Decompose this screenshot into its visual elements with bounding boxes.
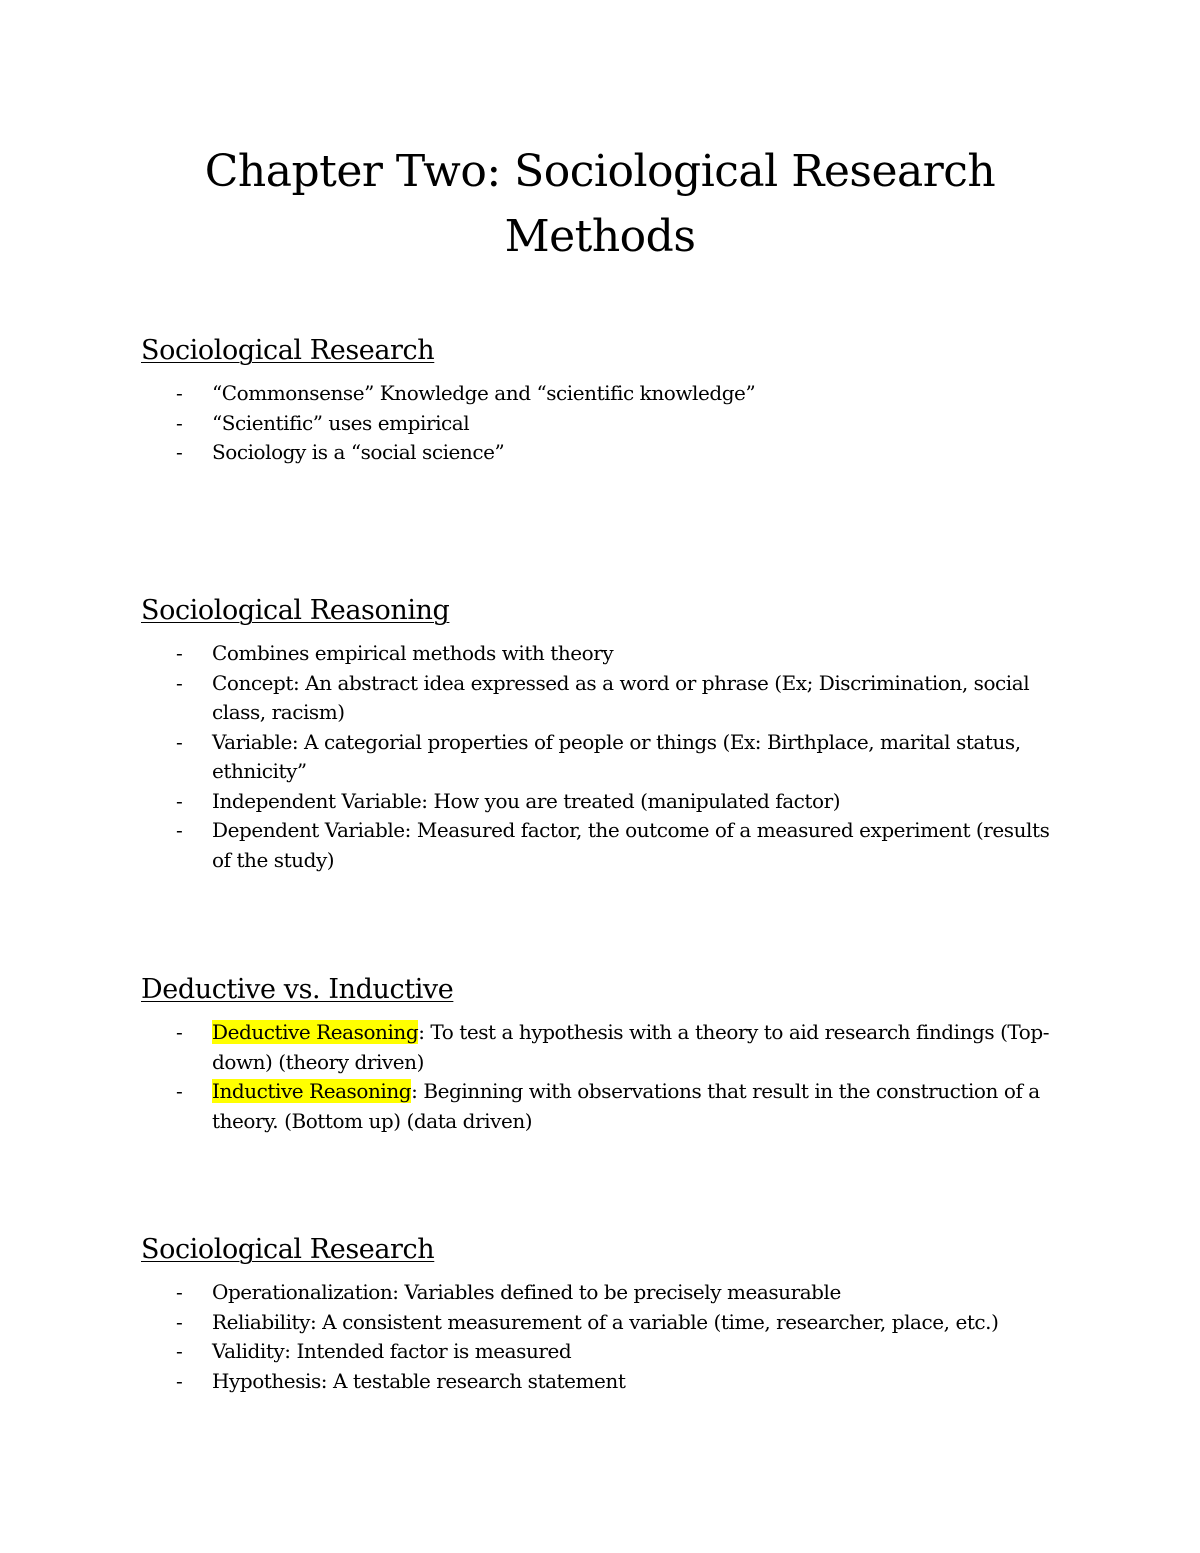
section-deductive-vs-inductive (141, 972, 1061, 1136)
list-item (141, 1308, 1061, 1338)
section-sociological-research-2 (141, 1232, 1061, 1396)
list-item-text: Concept: An abstract idea expressed as a word or phrase (Ex; Discrimination, social class, racism) (212, 670, 1030, 724)
list-item-text: Sociology is a “social science” (212, 440, 505, 464)
list-item-text: “Scientific” uses empirical (212, 410, 470, 435)
section-heading: Sociological Research (141, 1234, 435, 1265)
bullet-dash: - (176, 410, 183, 435)
bullet-dash: - (176, 1339, 183, 1363)
list-item (141, 669, 1061, 728)
list-item (141, 728, 1061, 787)
list-item-text: “Commonsense” Knowledge and “scientific knowledge” (212, 381, 756, 405)
section-heading: Deductive vs. Inductive (141, 974, 454, 1005)
list-item (141, 1337, 1061, 1367)
list-item (141, 1077, 1061, 1136)
list-item (141, 1018, 1061, 1077)
list-item-text: Hypothesis: A testable research statement (212, 1368, 626, 1393)
section-heading: Sociological Research (141, 335, 435, 366)
list-item-text: Variable: A categorial properties of people or things (Ex: Birthplace, marital status, ethnicity” (212, 729, 1021, 783)
list-item-text: Validity: Intended factor is measured (212, 1339, 572, 1363)
bullet-dash: - (176, 641, 183, 665)
section-heading: Sociological Reasoning (141, 595, 450, 626)
bullet-dash: - (176, 729, 183, 754)
list-item-text: Independent Variable: How you are treated (manipulated factor) (212, 788, 841, 813)
list-item-text: Reliability: A consistent measurement of a variable (time, researcher, place, etc.) (212, 1309, 999, 1334)
section-sociological-reasoning (141, 593, 1061, 875)
bullet-dash: - (176, 818, 183, 842)
bullet-dash: - (176, 1309, 183, 1334)
bullet-dash: - (176, 381, 183, 405)
page-title-line-1: Chapter Two: Sociological Research (204, 146, 996, 197)
page-title-line-2: Methods (504, 211, 696, 262)
bullet-dash: - (176, 440, 183, 464)
list-item (141, 379, 1061, 409)
bullet-dash: - (176, 788, 183, 813)
highlighted-term: Deductive Reasoning (212, 1020, 419, 1044)
list-item (141, 409, 1061, 439)
bullet-dash: - (176, 1079, 183, 1103)
bullet-dash: - (176, 1280, 183, 1304)
list-item (141, 816, 1061, 875)
list-item (141, 438, 1061, 468)
list-item (141, 639, 1061, 669)
bullet-dash: - (176, 1368, 183, 1393)
bullet-dash: - (176, 1020, 183, 1044)
list-item (141, 1367, 1061, 1397)
list-item (141, 1278, 1061, 1308)
section-sociological-research (141, 333, 1061, 468)
bullet-dash: - (176, 670, 183, 695)
highlighted-term: Inductive Reasoning (212, 1079, 412, 1103)
list-item-text: Dependent Variable: Measured factor, the outcome of a measured experiment (results of the study) (212, 818, 1050, 872)
bullet-list (141, 1018, 1061, 1136)
list-item (141, 787, 1061, 817)
list-item-text: : Beginning with observations that result in the construction of a theory. (Bottom up) (data driven) (212, 1079, 1040, 1133)
bullet-list (141, 1278, 1061, 1396)
list-item-text: Operationalization: Variables defined to be precisely measurable (212, 1280, 841, 1304)
list-item-text: : To test a hypothesis with a theory to aid research findings (Top-down) (theory driven) (212, 1020, 1050, 1074)
bullet-list (141, 379, 1061, 468)
list-item-text: Combines empirical methods with theory (212, 641, 614, 665)
bullet-list (141, 639, 1061, 875)
